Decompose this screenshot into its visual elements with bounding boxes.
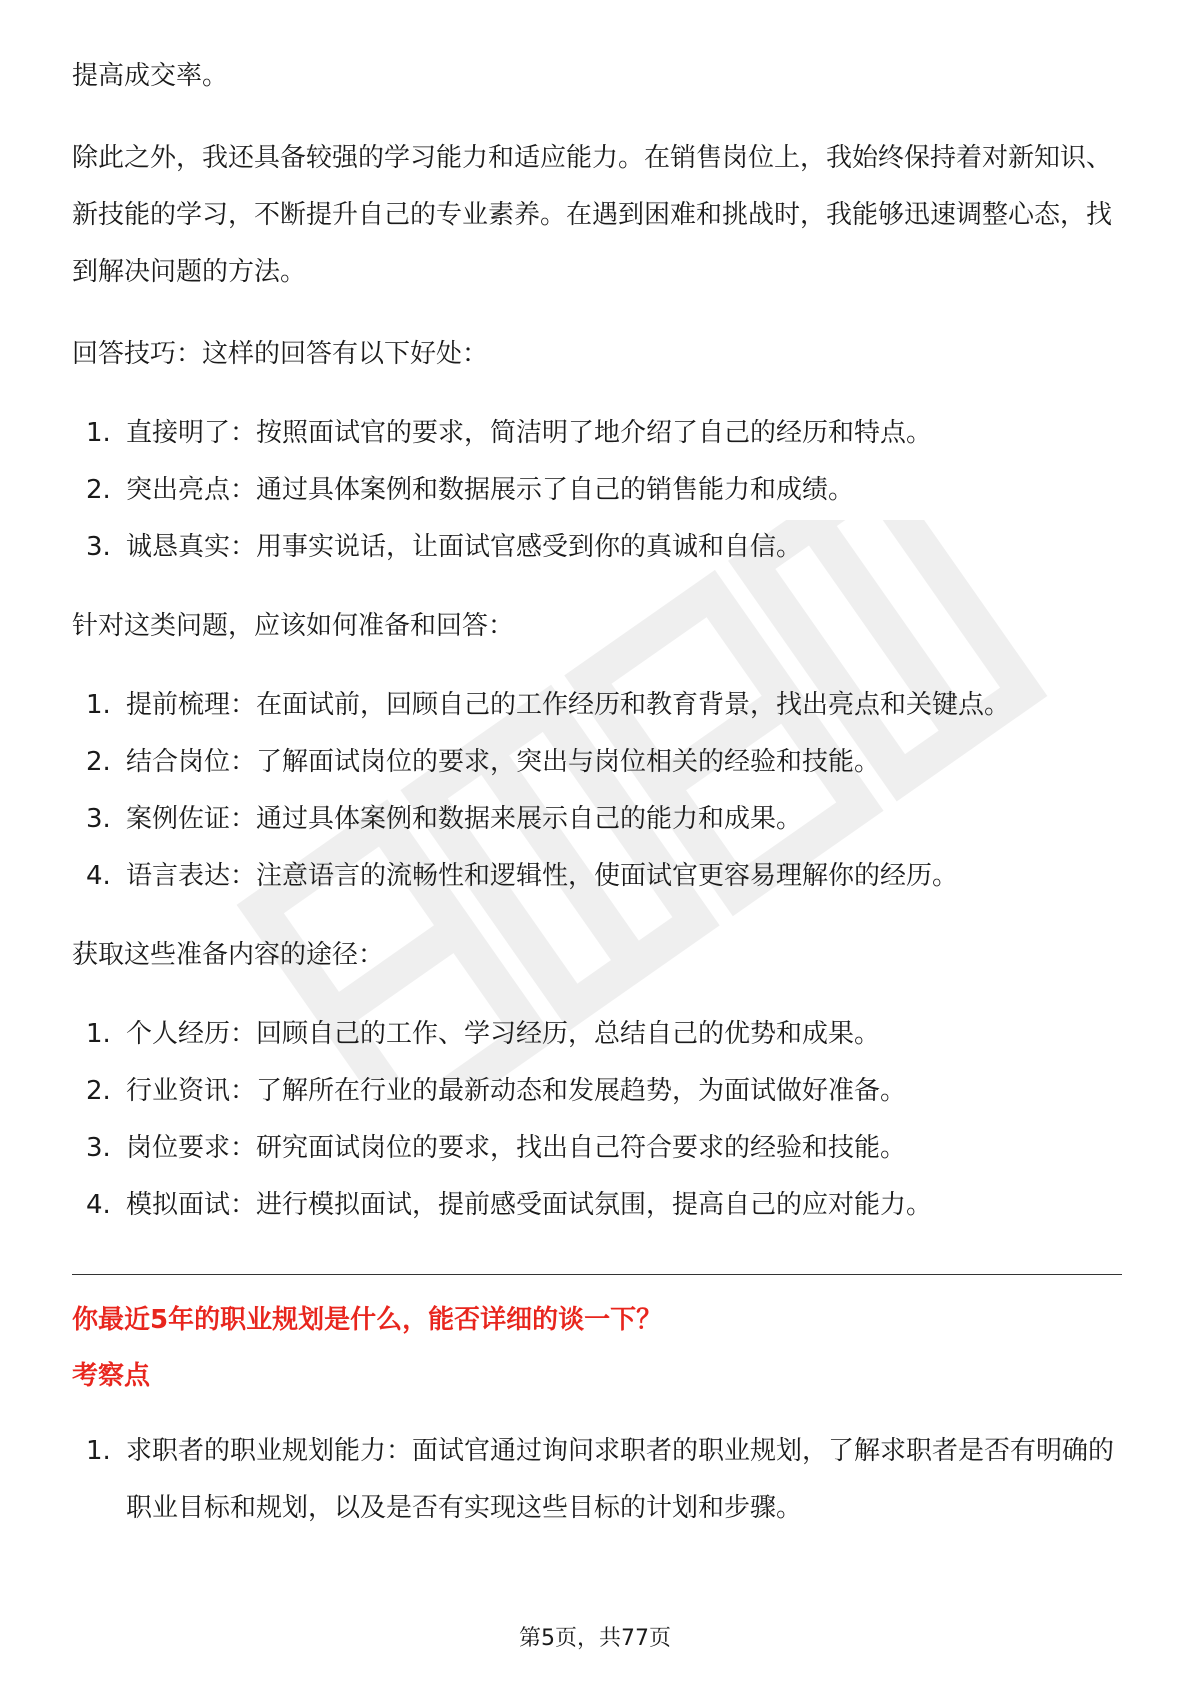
list-number: 2. [86,747,111,777]
list-item [72,1006,1122,1063]
list-item [72,519,1122,576]
list-number: 1. [86,1436,111,1466]
focus-list [72,1423,1122,1537]
list-number: 4. [86,1190,111,1220]
interview-question: 你最近5年的职业规划是什么，能否详细的谈一下？ [72,1305,663,1335]
sources-list [72,1006,1122,1234]
learning-paragraph: 除此之外，我还具备较强的学习能力和适应能力。在销售岗位上，我始终保持着对新知识、新技能的学习，不断提升自己的专业素养。在遇到困难和挑战时，我能够迅速调整心态，找到解决问题的方法。 [72,143,1113,287]
list-number: 2. [86,475,111,505]
list-item-text: 突出亮点：通过具体案例和数据展示了自己的销售能力和成绩。 [126,475,855,505]
list-item-text: 求职者的职业规划能力：面试官通过询问求职者的职业规划，了解求职者是否有明确的职业目标和规划，以及是否有实现这些目标的计划和步骤。 [126,1436,1115,1523]
list-item-text: 案例佐证：通过具体案例和数据来展示自己的能力和成果。 [126,804,803,834]
list-item-text: 诚恳真实：用事实说话，让面试官感受到你的真诚和自信。 [126,532,803,562]
prep-list [72,677,1122,905]
list-item [72,791,1122,848]
list-item-text: 行业资讯：了解所在行业的最新动态和发展趋势，为面试做好准备。 [126,1076,907,1106]
page-indicator: 第5页，共77页 [519,1626,671,1651]
list-item [72,462,1122,519]
list-item [72,1423,1122,1537]
list-item [72,405,1122,462]
list-item-text: 结合岗位：了解面试岗位的要求，突出与岗位相关的经验和技能。 [126,747,881,777]
list-item [72,677,1122,734]
list-item-text: 提前梳理：在面试前，回顾自己的工作经历和教育背景，找出亮点和关键点。 [126,690,1011,720]
intro-tail: 提高成交率。 [72,61,229,91]
section-divider [72,1274,1122,1275]
list-number: 1. [86,418,111,448]
list-number: 4. [86,861,111,891]
list-number: 1. [86,690,111,720]
list-item [72,848,1122,905]
list-number: 1. [86,1019,111,1049]
prep-heading: 针对这类问题，应该如何准备和回答： [72,611,515,641]
list-item [72,1177,1122,1234]
document-body [72,48,1122,1537]
list-item [72,1120,1122,1177]
tips-heading: 回答技巧：这样的回答有以下好处： [72,339,489,369]
list-item-text: 直接明了：按照面试官的要求，简洁明了地介绍了自己的经历和特点。 [126,418,933,448]
tips-list [72,405,1122,576]
list-item-text: 岗位要求：研究面试岗位的要求，找出自己符合要求的经验和技能。 [126,1133,907,1163]
list-number: 3. [86,532,111,562]
sources-heading: 获取这些准备内容的途径： [72,940,385,970]
list-number: 3. [86,804,111,834]
list-item-text: 个人经历：回顾自己的工作、学习经历，总结自己的优势和成果。 [126,1019,881,1049]
list-item-text: 语言表达：注意语言的流畅性和逻辑性，使面试官更容易理解你的经历。 [126,861,959,891]
list-number: 2. [86,1076,111,1106]
list-item [72,734,1122,791]
focus-heading: 考察点 [72,1361,151,1391]
list-item [72,1063,1122,1120]
list-item-text: 模拟面试：进行模拟面试，提前感受面试氛围，提高自己的应对能力。 [126,1190,933,1220]
list-number: 3. [86,1133,111,1163]
